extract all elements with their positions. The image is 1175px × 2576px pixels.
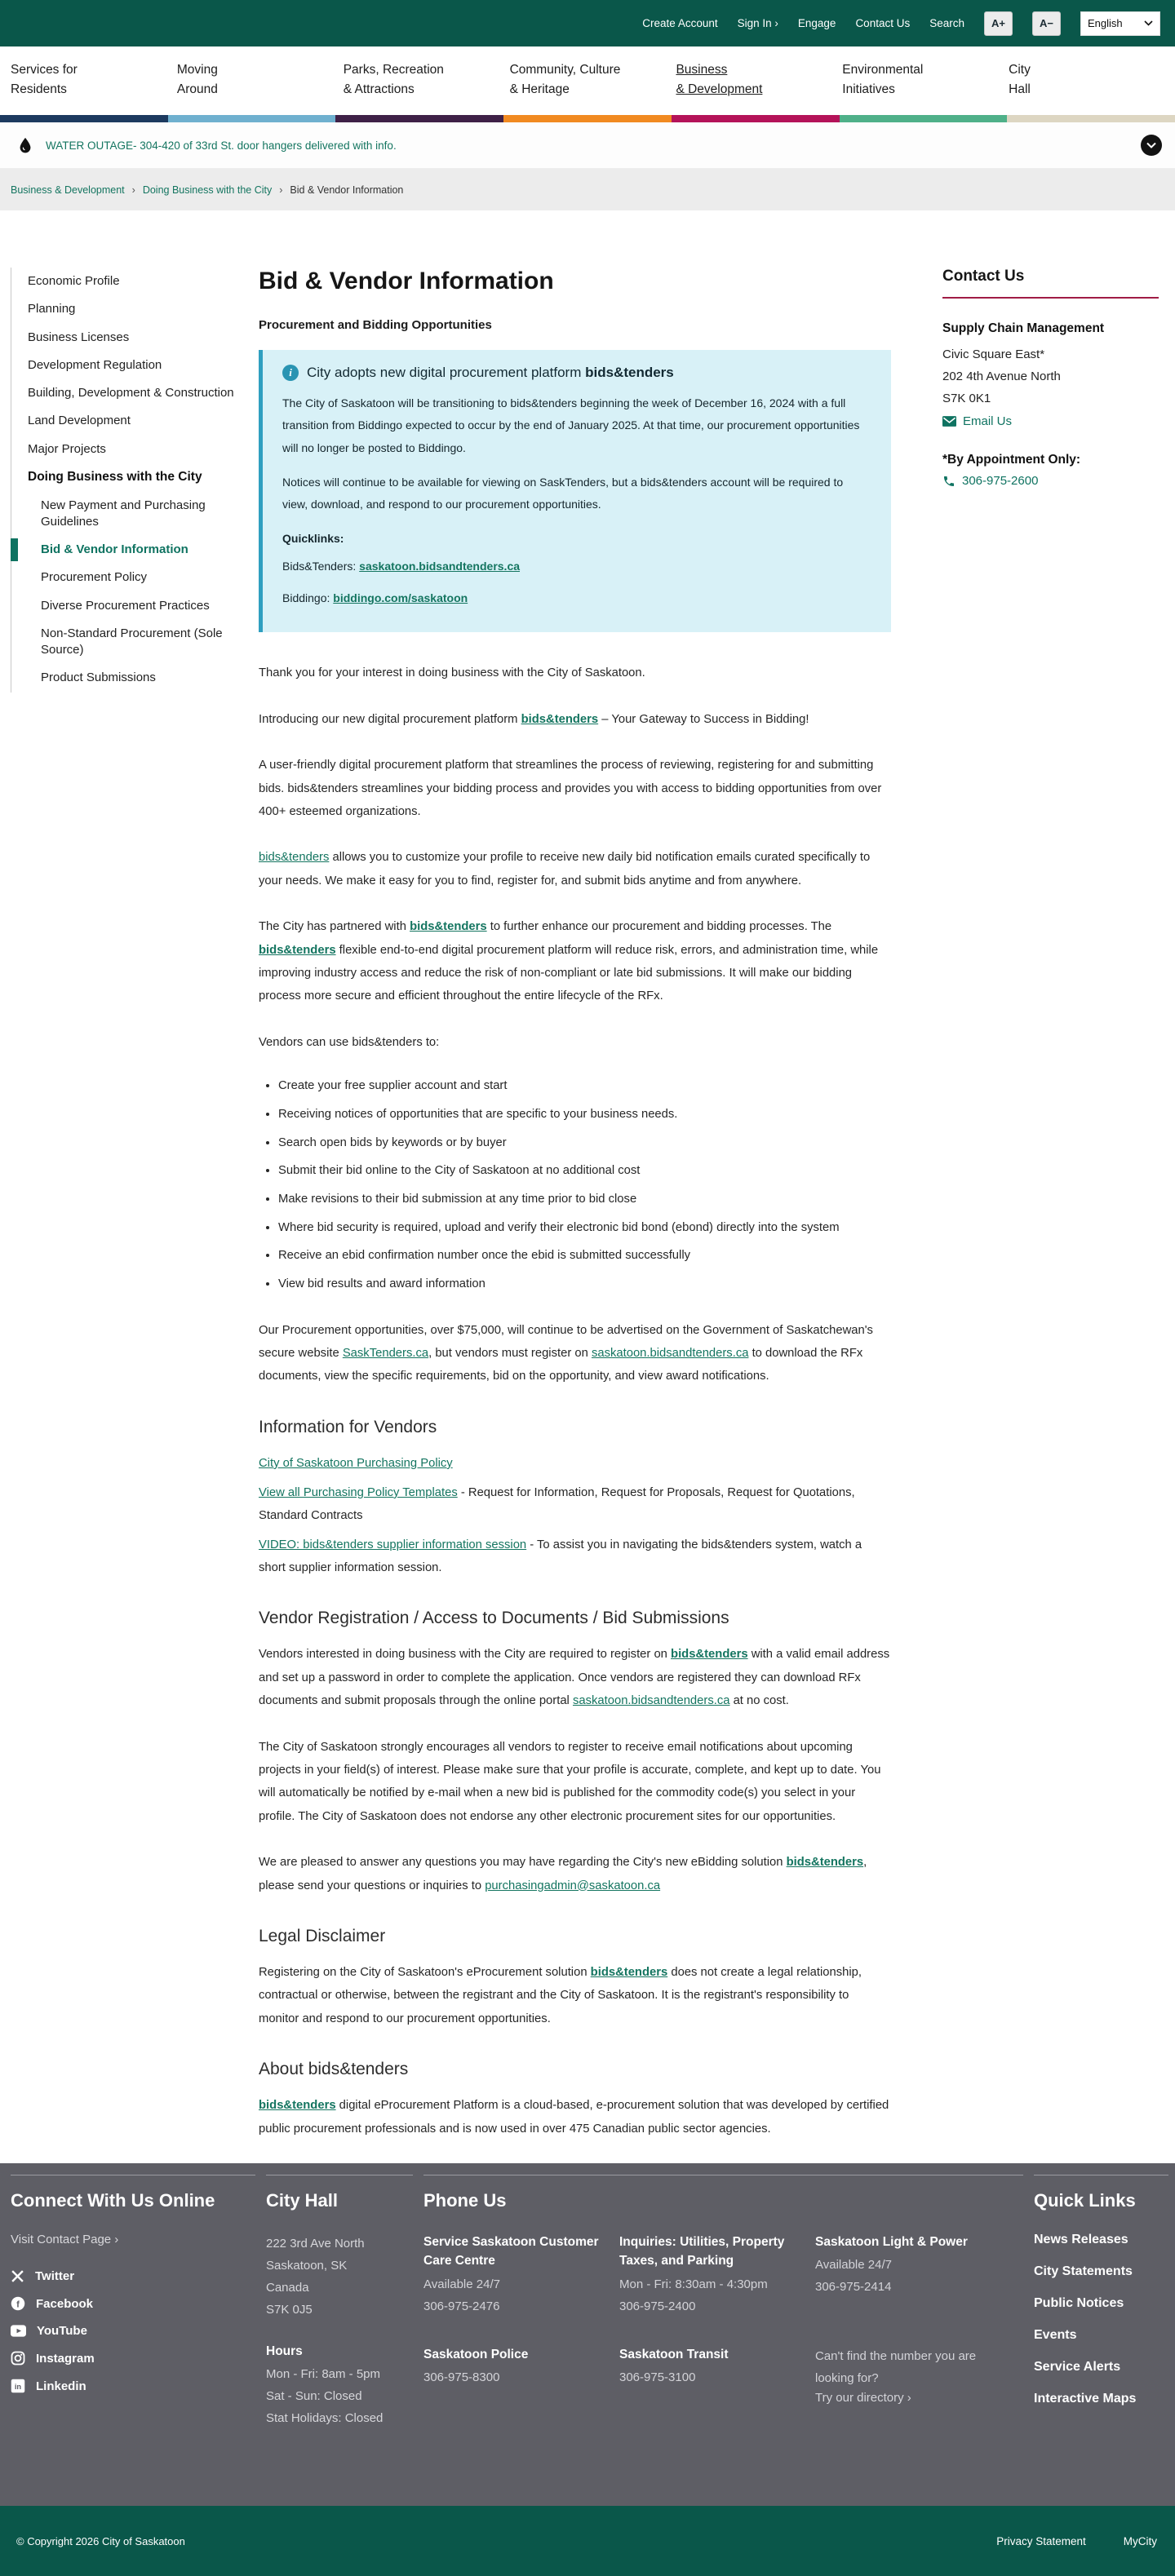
- paragraph: Introducing our new digital procurement platform bids&tenders – Your Gateway to Success in Bidding!: [259, 712, 809, 726]
- sidebar-link[interactable]: New Payment and Purchasing Guidelines: [41, 498, 206, 529]
- sidebar-item: [11, 268, 246, 295]
- phone-number: 306-975-2414: [815, 2280, 892, 2295]
- list-item: [11, 2324, 255, 2338]
- footer-connect-column: [11, 2175, 255, 2406]
- paragraph: bids&tenders digital eProcurement Platform is a cloud-based, e-procurement solution that was developed by certified public procurement professionals and is now used in over 475 Canadian public sector agencies.: [259, 2099, 889, 2136]
- phone-cell: [423, 2345, 607, 2406]
- quick-link[interactable]: City Statements: [1034, 2264, 1133, 2279]
- font-increase-button[interactable]: A+: [984, 11, 1013, 36]
- chevron-down-icon: [1146, 142, 1156, 148]
- main-nav-item[interactable]: Services for Residents: [11, 63, 78, 97]
- sidebar-link[interactable]: Building, Development & Construction: [28, 386, 234, 400]
- chevron-down-icon: [1144, 20, 1153, 26]
- quick-link[interactable]: Events: [1034, 2328, 1077, 2343]
- section-heading-about-bidsandtenders: About bids&tenders: [259, 2060, 409, 2079]
- phone-title: Inquiries: Utilities, Property Taxes, and Parking: [619, 2235, 785, 2268]
- facebook-icon: [11, 2296, 25, 2311]
- main-nav-item[interactable]: Parks, Recreation & Attractions: [343, 63, 444, 97]
- section-heading-vendor-registration: Vendor Registration / Access to Documents / Bid Submissions: [259, 1609, 729, 1628]
- contact-address-line: 202 4th Avenue North: [942, 370, 1061, 383]
- twitter-x-icon: [11, 2269, 24, 2283]
- instagram-icon: [11, 2351, 25, 2366]
- phone-line: Mon - Fri: 8:30am - 4:30pm: [619, 2277, 768, 2291]
- cityhall-address-line: S7K 0J5: [266, 2303, 313, 2317]
- utility-link[interactable]: Sign In ›: [737, 17, 778, 29]
- paragraph: Thank you for your interest in doing business with the City of Saskatoon.: [259, 666, 645, 680]
- color-bar-segment: [503, 115, 672, 122]
- social-links: [11, 2269, 255, 2393]
- sidebar-item: [11, 295, 246, 323]
- list-item: [11, 2269, 255, 2283]
- utility-link[interactable]: Search: [929, 17, 964, 29]
- section-heading-information-for-vendors: Information for Vendors: [259, 1417, 437, 1436]
- sidebar-link[interactable]: Bid & Vendor Information: [41, 542, 188, 557]
- quick-link[interactable]: Public Notices: [1034, 2296, 1124, 2311]
- paragraph: Our Procurement opportunities, over $75,000, will continue to be advertised on the Government of Saskatchewan's secure website SaskTenders.ca, but vendors must register on saskatoon.bidsandtenders.ca to download the RFx documents, view the specific requirements, bid on the opportunity, and view award notifications.: [259, 1323, 873, 1383]
- sidebar-link[interactable]: Doing Business with the City: [28, 469, 202, 484]
- phone-cell: [619, 2345, 803, 2406]
- contact-department: Supply Chain Management: [942, 321, 1105, 335]
- language-select[interactable]: [1080, 11, 1160, 36]
- sidebar-item: [11, 564, 246, 591]
- main-nav-item[interactable]: Community, Culture & Heritage: [509, 63, 621, 97]
- page-layout: [0, 210, 1175, 2163]
- footer-heading-phone: Phone Us: [423, 2190, 507, 2211]
- phone-title: Saskatoon Transit: [619, 2347, 729, 2361]
- paragraph: Vendors can use bids&tenders to:: [259, 1035, 440, 1049]
- phone-icon: [942, 475, 956, 488]
- page-title: Bid & Vendor Information: [259, 268, 554, 294]
- list-item: • Submit their bid online to the City of Saskatoon at no additional cost: [278, 1162, 891, 1181]
- sidebar-item: [11, 592, 246, 620]
- youtube-icon: [11, 2325, 26, 2337]
- vendor-capabilities-list: [259, 1077, 891, 1294]
- paragraph: A user-friendly digital procurement platform that streamlines the process of reviewing, registering for and submitting bids. bids&tenders streamlines your bidding process and provides you with access to bidding opportunities from over 400+ esteemed organizations.: [259, 759, 882, 818]
- list-item: • Search open bids by keywords or by buyer: [278, 1134, 891, 1153]
- footer-heading-cityhall: City Hall: [266, 2190, 339, 2211]
- sidebar-item: [11, 324, 246, 352]
- phone-line: Available 24/7: [423, 2277, 500, 2291]
- vendor-link-video-session[interactable]: VIDEO: bids&tenders supplier information session - To assist you in navigating the bids&tenders system, watch a short supplier information session.: [259, 1538, 862, 1575]
- quick-link[interactable]: Service Alerts: [1034, 2360, 1121, 2375]
- sidebar-link[interactable]: Land Development: [28, 414, 131, 428]
- breadcrumb-link[interactable]: Doing Business with the City: [142, 184, 273, 196]
- phone-line: Available 24/7: [815, 2258, 892, 2273]
- sidebar-item: [11, 664, 246, 692]
- info-box-paragraph: The City of Saskatoon will be transitioning to bids&tenders beginning the week of December 16, 2024 with a full transition from Biddingo expected to occur by the end of January 2025. At that time, our procurement opportunities will no longer be posted to Biddingo.: [282, 396, 860, 454]
- envelope-icon: [942, 416, 956, 427]
- sidebar-item: [11, 492, 246, 537]
- sidebar-link[interactable]: Procurement Policy: [41, 570, 148, 585]
- paragraph: The City has partnered with bids&tenders to further enhance our procurement and bidding processes. The bids&tenders flexible end-to-end digital procurement platform will reduce risk, errors, and administration time, while improving industry access and reduce the risk of non-compliant or late bid submissions. It will make our bidding process more secure and efficient throughout the entire lifecycle of the RFx.: [259, 920, 879, 1003]
- phone-link[interactable]: 306-975-2600: [962, 474, 1039, 488]
- color-bar-segment: [335, 115, 503, 122]
- footer-quicklinks-column: [1034, 2175, 1168, 2423]
- linkedin-icon: [11, 2379, 25, 2393]
- info-box-title: [282, 365, 871, 381]
- footer: [0, 2163, 1175, 2506]
- utility-link[interactable]: Contact Us: [855, 17, 911, 29]
- breadcrumb-current: Bid & Vendor Information: [290, 184, 404, 196]
- quicklink-bidsandtenders[interactable]: Bids&Tenders: saskatoon.bidsandtenders.ca: [282, 559, 521, 573]
- footer-heading-connect: Connect With Us Online: [11, 2190, 215, 2211]
- sidebar-link[interactable]: Product Submissions: [41, 671, 156, 685]
- color-bar-segment: [168, 115, 336, 122]
- breadcrumb-link[interactable]: Business & Development: [11, 184, 125, 196]
- page-subtitle: Procurement and Bidding Opportunities: [259, 318, 492, 332]
- sidebar-link[interactable]: Major Projects: [28, 441, 106, 456]
- phone-title: Saskatoon Light & Power: [815, 2235, 968, 2250]
- svg-text:f: f: [16, 2299, 20, 2310]
- sidebar-item: [11, 379, 246, 407]
- list-item: • Receive an ebid confirmation number once the ebid is submitted successfully: [278, 1246, 891, 1266]
- quick-link[interactable]: Interactive Maps: [1034, 2392, 1137, 2406]
- cityhall-address-line: 222 3rd Ave North: [266, 2237, 365, 2251]
- list-item: • Create your free supplier account and start: [278, 1077, 891, 1096]
- section-heading-legal-disclaimer: Legal Disclaimer: [259, 1927, 386, 1946]
- phone-title: Service Saskatoon Customer Care Centre: [423, 2235, 599, 2268]
- paragraph: bids&tenders allows you to customize your profile to receive new daily bid notification emails curated specifically to your needs. We make it easy for you to find, register for, and submit bids anytime and from anywhere.: [259, 851, 871, 887]
- list-item: [11, 2296, 255, 2311]
- sidebar-link[interactable]: Business Licenses: [28, 330, 130, 344]
- phone-cell-directory: [815, 2345, 999, 2406]
- sidebar-item: [11, 407, 246, 435]
- sidebar-link[interactable]: Diverse Procurement Practices: [41, 598, 210, 613]
- sidebar: [11, 268, 259, 693]
- sidebar-item: [11, 536, 246, 564]
- alert-banner: [0, 122, 1175, 169]
- hours-line: Sat - Sun: Closed: [266, 2388, 362, 2403]
- facebook-link[interactable]: f Facebook: [11, 2296, 255, 2311]
- main-nav-item[interactable]: Business & Development: [676, 63, 763, 97]
- breadcrumb-separator: ›: [131, 184, 135, 196]
- cant-find-text: Can't find the number you are looking for?: [815, 2348, 977, 2385]
- breadcrumb-separator: ›: [279, 184, 283, 196]
- sidebar-item: [11, 463, 246, 492]
- nav-color-bar: [0, 115, 1175, 122]
- hours-line: Stat Holidays: Closed: [266, 2410, 384, 2425]
- main-nav-item[interactable]: Environmental Initiatives: [842, 63, 924, 97]
- sidebar-nav: [11, 268, 246, 693]
- sidebar-item: [11, 620, 246, 665]
- vendor-link-policy-templates[interactable]: View all Purchasing Policy Templates - Request for Information, Request for Proposals, Request for Quotations, Standard Contracts: [259, 1485, 855, 1523]
- visit-contact-page-link[interactable]: Visit Contact Page ›: [11, 2233, 119, 2247]
- utility-link[interactable]: Create Account: [642, 17, 718, 29]
- utility-link[interactable]: Engage: [797, 17, 836, 29]
- cityhall-address-line: Saskatoon, SK: [266, 2259, 348, 2273]
- sidebar-link[interactable]: Development Regulation: [28, 357, 162, 372]
- phone-title: Saskatoon Police: [423, 2347, 529, 2361]
- info-box-title-text: City adopts new digital procurement platform bids&tenders: [307, 365, 674, 380]
- paragraph: Registering on the City of Saskatoon's eProcurement solution bids&tenders does not create a legal relationship, contractual or otherwise, between the registrant and the City of Saskatoon. It is the registrant's responsibility to monitor and respond to our procurement opportunities.: [259, 1966, 862, 2025]
- language-value: English: [1088, 17, 1123, 29]
- list-item: • Where bid security is required, upload and verify their electronic bid bond (ebond) directly into the system: [278, 1219, 891, 1238]
- footer-heading-quicklinks: Quick Links: [1034, 2190, 1136, 2211]
- hours-line: Mon - Fri: 8am - 5pm: [266, 2366, 381, 2381]
- footer-phone-column: [423, 2175, 1023, 2406]
- alert-expand-button[interactable]: [1141, 135, 1162, 156]
- mycity-link[interactable]: MyCity: [1123, 2534, 1157, 2547]
- linkedin-link[interactable]: in Linkedin: [11, 2379, 255, 2393]
- info-box-paragraph: Notices will continue to be available for viewing on SaskTenders, but a bids&tenders account will be required to view, download, and respond to our procurement opportunities.: [282, 475, 844, 511]
- list-item: • Make revisions to their bid submission at any time prior to bid close: [278, 1190, 891, 1210]
- phone-number: 306-975-2476: [423, 2299, 500, 2313]
- sidebar-item: [11, 436, 246, 463]
- phone-cell: [619, 2233, 803, 2317]
- breadcrumb: [0, 169, 1175, 210]
- list-item: [11, 2379, 255, 2393]
- alert-link[interactable]: WATER OUTAGE- 304-420 of 33rd St. door hangers delivered with info.: [46, 139, 397, 152]
- quicklink-biddingo[interactable]: Biddingo: biddingo.com/saskatoon: [282, 591, 468, 605]
- main-nav-item[interactable]: Moving Around: [176, 63, 218, 97]
- appointment-note: *By Appointment Only:: [942, 453, 1081, 467]
- directory-link[interactable]: Try our directory ›: [815, 2390, 911, 2405]
- youtube-link[interactable]: YouTube: [11, 2324, 255, 2338]
- svg-text:in: in: [14, 2383, 22, 2392]
- utility-bar: [0, 0, 1175, 46]
- copyright-text: © Copyright 2026 City of Saskatoon: [16, 2534, 185, 2547]
- email-us-link[interactable]: Email Us: [963, 414, 1013, 428]
- instagram-link[interactable]: Instagram: [11, 2351, 255, 2366]
- hours-label: Hours: [266, 2344, 303, 2359]
- water-drop-icon: [16, 136, 34, 154]
- phone-number: 306-975-3100: [619, 2370, 696, 2384]
- color-bar-segment: [0, 115, 168, 122]
- quick-link[interactable]: News Releases: [1034, 2233, 1128, 2247]
- font-decrease-button[interactable]: A−: [1032, 11, 1061, 36]
- main-nav-item[interactable]: City Hall: [1009, 63, 1031, 97]
- phone-number: 306-975-2400: [619, 2299, 696, 2313]
- contact-address-line: Civic Square East*: [942, 347, 1045, 361]
- color-bar-segment: [1007, 115, 1175, 122]
- phone-cell: [423, 2233, 607, 2317]
- paragraph: Vendors interested in doing business with the City are required to register on bids&tenders with a valid email address and set up a password in order to complete the application. Once vendors are registered they can download RFx documents and submit proposals through the online portal saskatoon.bidsandtenders.ca at no cost.: [259, 1648, 890, 1708]
- quick-links: [1034, 2233, 1168, 2406]
- color-bar-segment: [840, 115, 1008, 122]
- privacy-statement-link[interactable]: Privacy Statement: [996, 2534, 1086, 2547]
- info-box: [259, 350, 891, 632]
- sidebar-link[interactable]: Non-Standard Procurement (Sole Source): [41, 626, 223, 657]
- cityhall-address-line: Canada: [266, 2281, 309, 2295]
- list-item: • View bid results and award information: [278, 1275, 891, 1295]
- phone-grid: [423, 2233, 1023, 2406]
- contact-panel: [942, 268, 1159, 488]
- list-item: [11, 2351, 255, 2366]
- color-bar-segment: [672, 115, 840, 122]
- sidebar-link[interactable]: Planning: [28, 302, 76, 316]
- info-icon: i: [282, 365, 299, 381]
- contact-heading: Contact Us: [942, 268, 1159, 299]
- twitter-link[interactable]: Twitter: [11, 2269, 255, 2283]
- paragraph: The City of Saskatoon strongly encourages all vendors to register to receive email notifications about upcoming projects in your field(s) of interest. Please make sure that your profile is accurate, complete, and kept up to date. You will automatically be notified by e-mail when a new bid is published for the commodity code(s) you select in your profile. The City of Saskatoon does not endorse any other electronic procurement sites for our opportunities.: [259, 1740, 881, 1823]
- vendor-link-purchasing-policy[interactable]: City of Saskatoon Purchasing Policy: [259, 1456, 453, 1470]
- main-content: [259, 268, 942, 2163]
- contact-address-line: S7K 0K1: [942, 392, 991, 405]
- phone-cell: [815, 2233, 999, 2317]
- paragraph: We are pleased to answer any questions you may have regarding the City's new eBidding solution bids&tenders, please send your questions or inquiries to purchasingadmin@saskatoon.ca: [259, 1856, 867, 1892]
- main-nav: [0, 46, 1175, 115]
- phone-number: 306-975-8300: [423, 2370, 500, 2384]
- sidebar-item: [11, 352, 246, 379]
- quicklinks-label: Quicklinks:: [282, 532, 344, 546]
- list-item: • Receiving notices of opportunities that are specific to your business needs.: [278, 1105, 891, 1125]
- footer-cityhall-column: [266, 2175, 413, 2429]
- sidebar-link[interactable]: Economic Profile: [28, 274, 120, 288]
- bottom-bar: [0, 2506, 1175, 2576]
